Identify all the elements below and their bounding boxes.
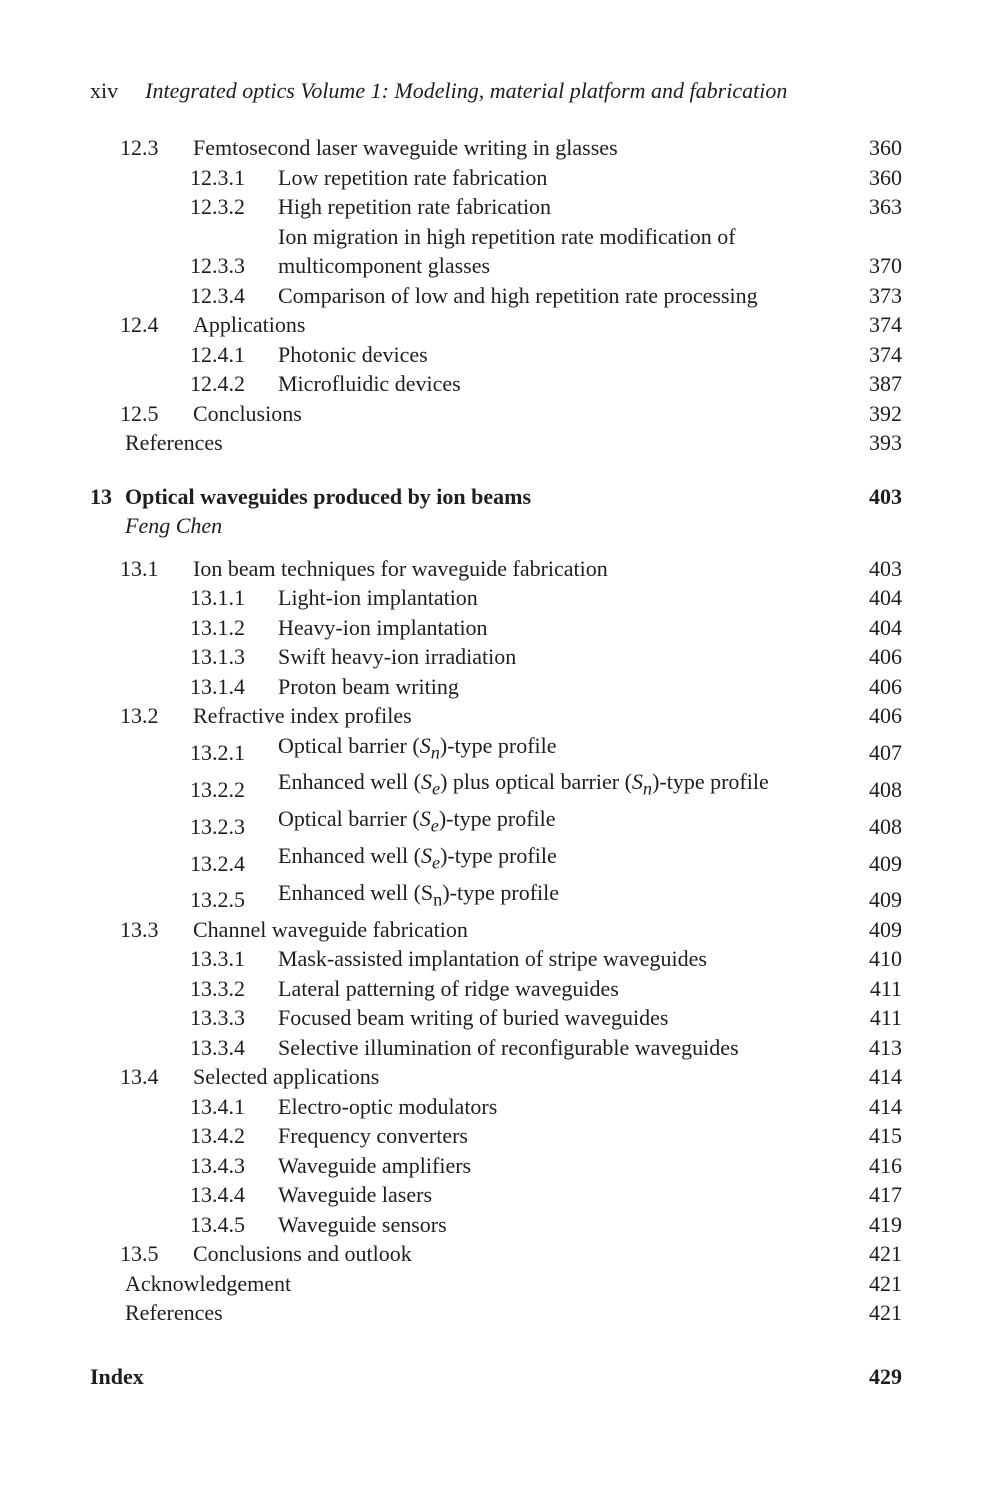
entry-number: 13.2.3 (190, 813, 245, 839)
entry-page: 409 (869, 916, 902, 942)
entry-number: 13.4.2 (190, 1123, 245, 1149)
chapter-title: Optical waveguides produced by ion beams (125, 483, 532, 509)
entry-page: 409 (869, 850, 902, 876)
entry-number: 13.2.4 (190, 850, 245, 876)
entry-number: 12.4 (120, 312, 159, 337)
toc-entry-13.4.4 (90, 1180, 902, 1210)
toc-entry-13.2.4 (90, 841, 902, 878)
entry-title: Femtosecond laser waveguide writing in glasses (193, 135, 618, 160)
entry-number: 12.4.2 (190, 371, 245, 396)
entry-page: 392 (869, 400, 902, 426)
toc-entry-13.3.4 (90, 1033, 902, 1063)
index-entry (90, 1362, 902, 1392)
entry-page: 407 (869, 739, 902, 765)
folio-page-number: xiv (90, 78, 119, 103)
entry-number: 12.5 (120, 400, 159, 426)
entry-page: 413 (869, 1034, 902, 1060)
entry-title: High repetition rate fabrication (278, 194, 552, 219)
entry-title: Selected applications (193, 1064, 380, 1090)
toc-entry-13.4 (90, 1062, 902, 1092)
entry-number: 13.4 (120, 1064, 159, 1090)
entry-title: Mask-assisted implantation of stripe waveguides (278, 946, 707, 972)
chapter-13-entries (90, 554, 902, 1328)
entry-title: References (125, 430, 223, 455)
entry-number: 13.1.2 (190, 614, 245, 640)
entry-page: 404 (869, 585, 902, 610)
entry-number: 13.4.3 (190, 1152, 245, 1178)
entry-title: Optical barrier $(S_n)$-type profile (278, 732, 557, 762)
entry-number: 12.4.1 (190, 341, 245, 367)
toc-entry (90, 1269, 902, 1299)
entry-title: Proton beam writing (278, 673, 459, 699)
chapter-12-entries (90, 133, 902, 458)
entry-page: 409 (869, 887, 902, 913)
entry-page: 406 (869, 703, 902, 728)
entry-number: 13.4.5 (190, 1211, 245, 1237)
toc-entry-12.3.1 (90, 163, 902, 193)
index-title: Index (90, 1363, 144, 1389)
entry-title: Waveguide sensors (278, 1211, 447, 1237)
toc-entry-12.5 (90, 399, 902, 429)
entry-page: 408 (869, 813, 902, 839)
entry-page: 416 (869, 1152, 902, 1178)
entry-number: 12.3.4 (190, 282, 245, 308)
entry-title: Focused beam writing of buried waveguides (278, 1005, 669, 1031)
toc-entry-13.4.1 (90, 1092, 902, 1122)
toc-entry-13.4.5 (90, 1210, 902, 1240)
entry-page: 363 (869, 194, 902, 219)
entry-number: 13.2.2 (190, 776, 245, 802)
chapter-author: Feng Chen (125, 513, 223, 538)
entry-number: 13.2.1 (190, 739, 245, 765)
entry-page: 421 (869, 1270, 902, 1296)
entry-title: Optical barrier $(S_e)$-type profile (278, 806, 556, 836)
entry-page: 374 (869, 341, 902, 367)
entry-page: 393 (869, 430, 902, 455)
toc-entry-13.2.1 (90, 731, 902, 768)
entry-page: 411 (869, 975, 902, 1001)
entry-page: 421 (869, 1300, 902, 1326)
entry-page: 406 (869, 673, 902, 699)
entry-number: 13.3 (120, 916, 159, 942)
entry-page: 387 (869, 371, 902, 396)
toc-entry (90, 428, 902, 458)
page-header (90, 76, 902, 106)
entry-page: 411 (869, 1005, 902, 1031)
entry-number: 13.3.2 (190, 975, 245, 1001)
toc-entry-12.4 (90, 310, 902, 340)
entry-title: Electro-optic modulators (278, 1093, 498, 1119)
entry-number: 12.3.2 (190, 194, 245, 219)
entry-page: 410 (869, 946, 902, 972)
toc-entry-12.3 (90, 133, 902, 163)
entry-title: Enhanced well $(S_n)$-type profile (278, 880, 560, 910)
toc-entry-13.3.3 (90, 1003, 902, 1033)
entry-title: Ion migration in high repetition rate modification of multicomponent glasses (278, 223, 736, 278)
entry-title: Swift heavy-ion irradiation (278, 644, 517, 669)
entry-page: 421 (869, 1241, 902, 1267)
entry-number: 13.2 (120, 703, 159, 728)
entry-page: 404 (869, 614, 902, 640)
entry-number: 13.3.4 (190, 1034, 245, 1060)
toc-entry-13.1 (90, 554, 902, 584)
entry-title: Heavy-ion implantation (278, 614, 488, 640)
chapter-page: 403 (869, 483, 902, 509)
entry-page: 373 (869, 282, 902, 308)
entry-number: 13.3.1 (190, 946, 245, 972)
entry-title: Enhanced well $(S_e)$-type profile (278, 843, 557, 873)
entry-number: 13.1.1 (190, 585, 245, 610)
entry-page: 419 (869, 1211, 902, 1237)
chapter-13-heading (90, 482, 902, 512)
entry-number: 13.1 (120, 555, 159, 581)
entry-page: 414 (869, 1064, 902, 1090)
entry-title: References (125, 1300, 223, 1326)
toc-entry-13.2.5 (90, 878, 902, 915)
toc-entry-12.3.3 (90, 222, 902, 281)
entry-title: Photonic devices (278, 341, 428, 367)
entry-number: 13.3.3 (190, 1005, 245, 1031)
entry-title: Refractive index profiles (193, 703, 412, 728)
toc-entry-12.4.2 (90, 369, 902, 399)
index-block (90, 1362, 902, 1392)
toc-entry (90, 1298, 902, 1328)
entry-title: Selective illumination of reconfigurable waveguides (278, 1034, 739, 1060)
entry-title: Microfluidic devices (278, 371, 461, 396)
toc-entry-13.4.3 (90, 1151, 902, 1181)
toc-list (90, 133, 902, 1391)
entry-page: 414 (869, 1093, 902, 1119)
entry-number: 13.1.3 (190, 644, 245, 669)
entry-title: Conclusions (193, 400, 302, 426)
toc-entry-13.1.4 (90, 672, 902, 702)
entry-page: 374 (869, 312, 902, 337)
toc-entry-12.3.2 (90, 192, 902, 222)
running-title: Integrated optics Volume 1: Modeling, material platform and fabrication (145, 78, 788, 103)
entry-title: Acknowledgement (125, 1270, 292, 1296)
entry-number: 12.3 (120, 135, 159, 160)
entry-title: Enhanced well $(S_e)$ plus optical barrier $(S_n)$-type profile (278, 769, 769, 799)
entry-page: 370 (869, 253, 902, 278)
entry-title: Waveguide amplifiers (278, 1152, 472, 1178)
entry-number: 12.3.1 (190, 164, 245, 190)
toc-entry-13.3.2 (90, 974, 902, 1004)
entry-page: 403 (869, 555, 902, 581)
entry-number: 13.2.5 (190, 887, 245, 913)
toc-entry-13.1.1 (90, 583, 902, 613)
entry-number: 13.1.4 (190, 673, 245, 699)
entry-title: Channel waveguide fabrication (193, 916, 468, 942)
entry-page: 415 (869, 1123, 902, 1149)
toc-entry-13.1.3 (90, 642, 902, 672)
toc-entry-13.2.2 (90, 767, 902, 804)
entry-page: 360 (869, 135, 902, 160)
toc-entry-13.5 (90, 1239, 902, 1269)
entry-title: Low repetition rate fabrication (278, 164, 548, 190)
entry-title: Lateral patterning of ridge waveguides (278, 975, 619, 1001)
entry-number: 13.5 (120, 1241, 159, 1267)
toc-entry-12.3.4 (90, 281, 902, 311)
entry-page: 417 (869, 1182, 902, 1208)
toc-entry-13.3.1 (90, 944, 902, 974)
entry-title: Light-ion implantation (278, 585, 478, 610)
toc-entry-13.1.2 (90, 613, 902, 643)
chapter-number: 13 (90, 483, 112, 509)
entry-page: 360 (869, 164, 902, 190)
chapter-13-block (90, 482, 902, 1328)
toc-entry-13.2.3 (90, 804, 902, 841)
entry-title: Conclusions and outlook (193, 1241, 412, 1267)
entry-number: 13.4.4 (190, 1182, 245, 1208)
entry-title: Ion beam techniques for waveguide fabrication (193, 555, 608, 581)
entry-page: 406 (869, 644, 902, 669)
toc-entry-13.2 (90, 701, 902, 731)
entry-page: 408 (869, 776, 902, 802)
entry-title: Applications (193, 312, 306, 337)
entry-title: Waveguide lasers (278, 1182, 432, 1208)
toc-entry-13.4.2 (90, 1121, 902, 1151)
toc-entry-13.3 (90, 915, 902, 945)
entry-title: Comparison of low and high repetition rate processing (278, 282, 758, 308)
index-page: 429 (869, 1363, 902, 1389)
entry-number: 13.4.1 (190, 1093, 245, 1119)
entry-title: Frequency converters (278, 1123, 468, 1149)
entry-number: 12.3.3 (190, 253, 245, 278)
toc-entry-12.4.1 (90, 340, 902, 370)
